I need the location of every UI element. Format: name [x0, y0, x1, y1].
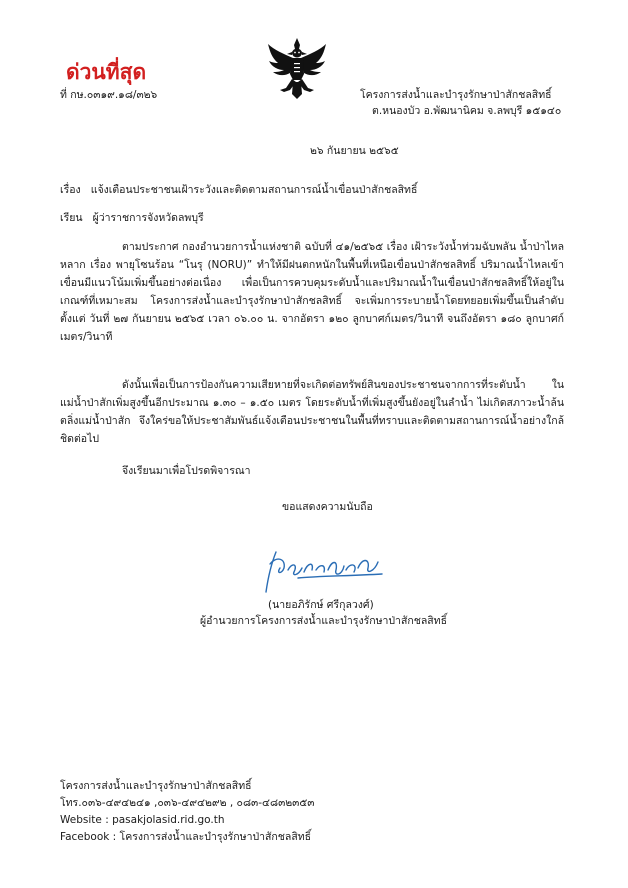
- recipient-label: เรียน: [60, 212, 83, 224]
- garuda-emblem-icon: [266, 36, 328, 100]
- closing-request: จึงเรียนมาเพื่อโปรดพิจารณา: [122, 465, 251, 477]
- signatory-name: (นายอภิรักษ์ ศรีกุลวงศ์): [268, 599, 374, 611]
- office-address: ต.หนองบัว อ.พัฒนานิคม จ.ลพบุรี ๑๕๑๔๐: [372, 105, 562, 117]
- body-paragraph-1: ตามประกาศ กองอำนวยการน้ำแห่งชาติ ฉบับที่ ๔๑/๒๕๖๕ เรื่อง เฝ้าระวังน้ำท่วมฉับพลัน น้ำป่าไหลหลาก เรื่อง พายุโซนร้อน “โนรุ (NORU)” ทำให้มีฝนตกหนักในพื้นที่เหนือเขื่อนป่าสักชลสิทธิ์ ปริมาณน้ำไหลเข้าเขื่อนมีแนวโน้มเพิ่มขึ้นอย่างต่อเนื่อง เพื่อเป็นการควบคุมระดับน้ำและปริมาณน้ำในเขื่อนป่าสักชลสิทธิ์ให้อยู่ในเกณฑ์ที่เหมาะสม โครงการส่งน้ำและบำรุงรักษาป่าสักชลสิทธิ์ จะเพิ่มการระบายน้ำโดยทยอยเพิ่มขึ้นเป็นลำดับ ตั้งแต่ วันที่ ๒๗ กันยายน ๒๕๖๕ เวลา ๐๖.๐๐ น. จากอัตรา ๑๒๐ ลูกบาศก์เมตร/วินาที จนถึงอัตรา ๑๘๐ ลูกบาศก์เมตร/วินาที: [60, 241, 564, 343]
- document-number: ที่ กษ.๐๓๑๙.๑๘/๓๒๖: [60, 89, 158, 101]
- subject-line: [60, 183, 417, 197]
- closing-salutation: ขอแสดงความนับถือ: [282, 501, 373, 513]
- recipient-line: [60, 211, 204, 225]
- body-paragraph-2: ดังนั้นเพื่อเป็นการป้องกันความเสียหายที่จะเกิดต่อทรัพย์สินของประชาชนจากการที่ระดับน้ำ ในแม่น้ำป่าสักเพิ่มสูงขึ้นอีกประมาณ ๑.๓๐ – ๑.๕๐ เมตร โดยระดับน้ำที่เพิ่มสูงขึ้นยังอยู่ในลำน้ำ ไม่เกิดสภาวะน้ำล้นตลิ่งแม่น้ำป่าสัก จึงใคร่ขอให้ประชาสัมพันธ์แจ้งเตือนประชาชนในพื้นที่ทราบและติดตามสถานการณ์น้ำอย่างใกล้ชิดต่อไป: [60, 379, 564, 445]
- footer-office: โครงการส่งน้ำและบำรุงรักษาป่าสักชลสิทธิ์: [60, 780, 252, 792]
- urgency-heading: ด่วนที่สุด: [66, 60, 147, 84]
- recipient-text: ผู้ว่าราชการจังหวัดลพบุรี: [92, 212, 204, 224]
- subject-text: แจ้งเตือนประชาชนเฝ้าระวังและติดตามสถานการณ์น้ำเขื่อนป่าสักชลสิทธิ์: [90, 184, 418, 196]
- signatory-title: ผู้อำนวยการโครงการส่งน้ำและบำรุงรักษาป่าสักชลสิทธิ์: [200, 615, 448, 627]
- footer-facebook: Facebook : โครงการส่งน้ำและบำรุงรักษาป่าสักชลสิทธิ์: [60, 831, 312, 843]
- document-date: ๒๖ กันยายน ๒๕๖๕: [310, 145, 399, 157]
- office-name: โครงการส่งน้ำและบำรุงรักษาป่าสักชลสิทธิ์: [360, 89, 552, 101]
- handwritten-signature: [258, 548, 388, 594]
- subject-label: เรื่อง: [60, 184, 81, 196]
- footer-phone: โทร.๐๓๖-๔๙๔๒๔๑ ,๐๓๖-๔๙๔๒๙๒ , ๐๘๓-๔๘๓๒๓๕๓: [60, 797, 315, 809]
- footer-website: Website : pasakjolasid.rid.go.th: [60, 814, 225, 826]
- footer-contact: [60, 778, 314, 846]
